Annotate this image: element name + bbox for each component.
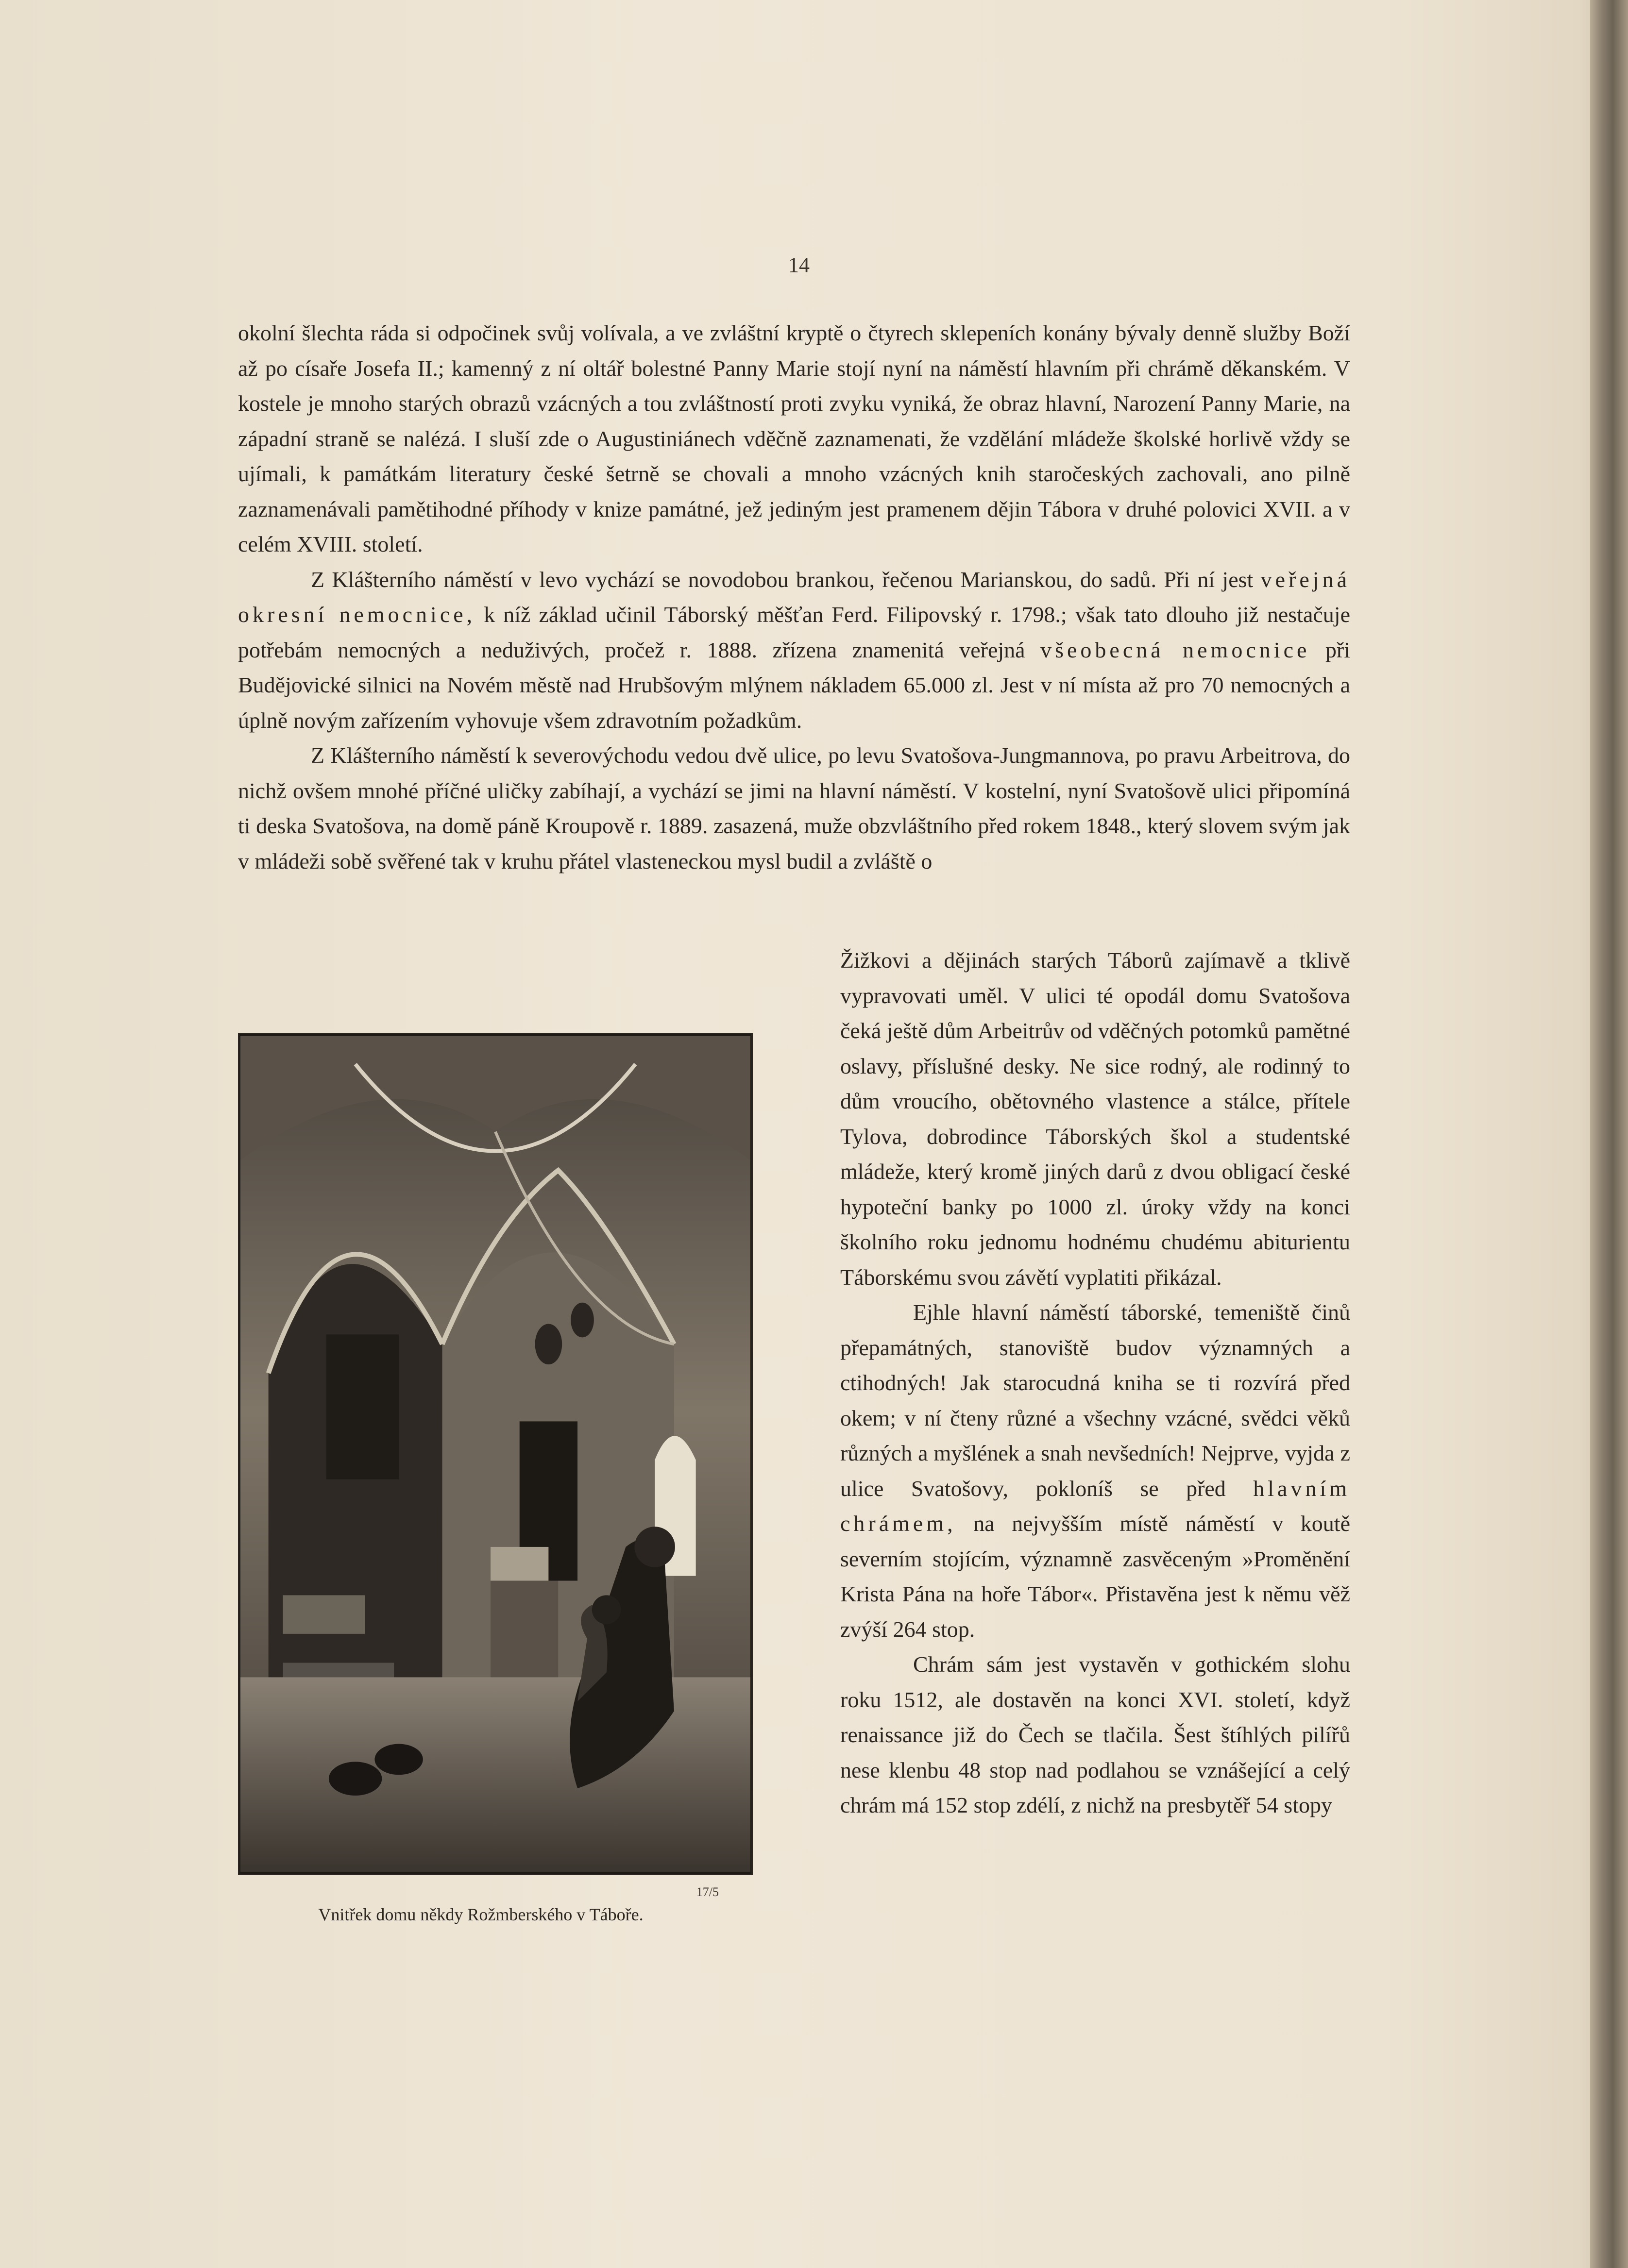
top-text-block <box>238 316 1350 879</box>
paragraph-hospital <box>238 562 1350 739</box>
spaced-hospital-district: veřejná okresní nemocnice, <box>238 567 1350 627</box>
right-column <box>840 943 1350 1823</box>
figure-number: 17/5 <box>696 1885 719 1899</box>
book-spine-shadow <box>1590 0 1628 2268</box>
two-column-section <box>238 943 1351 1924</box>
paragraph-church: Chrám sám jest vystavěn v gothickém slohu roku 1512, ale dostavěn na konci XVI. století, když renaissance již do Čech se tlačila. Šest štíhlých pilířů nese klenbu 48 stop nad podlahou se vznášející a celý chrám má 152 stop zdélí, z nichž na presbytěř 54 stopy <box>840 1652 1350 1817</box>
paragraph-main-square-part2: na nejvyšším místě náměstí v koutě severním stojícím, významně zasvěceným »Proměnění Krista Pána na hoře Tábor«. Přistavěna jest k němu věž zvýší 264 stop. <box>840 1511 1350 1642</box>
spaced-main-church: hlavním chrámem, <box>840 1476 1351 1536</box>
figure <box>238 1033 755 1924</box>
engraving-illustration <box>238 1033 753 1875</box>
paragraph-main-square <box>840 1295 1350 1647</box>
paragraph-hospital-part3: při Budějovické silnici na Novém městě nad Hrubšovým mlýnem nákladem 65.000 zl. Jest v ní místa až pro 70 nemocných a úplně novým zařízením vyhovuje všem zdravotním požadkům. <box>238 637 1351 733</box>
paragraph-hospital-part2: k níž základ učinil Táborský měšťan Ferd. Filipovský r. 1798.; však tato dlouho již nestačuje potřebám nemocných a neduživých, pročež r. 1888. zřízena znamenitá veřejná <box>238 602 1350 662</box>
paragraph-svatos: Žižkovi a dějinách starých Táborů zajímavě a tklivě vypravovati uměl. V ulici té opodál domu Svatošova čeká ještě dům Arbeitrův od vděčných potomků pamětné oslavy, příslušné desky. Ne sice rodný, ale rodinný to dům vroucího, obětovného vlastence a stálce, přítele Tylova, dobrodince Táborských škol a studentské mládeže, který kromě jiných darů z dvou obligací české hypoteční banky po 1000 zl. úroky vždy na konci školního roku jednomu hodnému chudému abiturientu Táborskému svou závětí vyplatiti přikázal. <box>840 948 1350 1290</box>
paragraph-streets: Z Klášterního náměstí k severovýchodu vedou dvě ulice, po levu Svatošova-Jungmannova, po pravu Arbeitrova, do nichž ovšem mnohé příčné uličky zabíhají, a vychází se jimi na hlavní náměstí. V kostelní, nyní Svatošově ulici připomíná ti deska Svatošova, na domě páně Kroupově r. 1889. zasazená, muže obzvláštního před rokem 1848., který slovem svým jak v mládeži sobě svěřené tak v kruhu přátel vlasteneckou mysl budil a zvláště o <box>238 743 1350 874</box>
paragraph-main-square-part1: Ejhle hlavní náměstí táborské, temeniště činů přepamátných, stanoviště budov významných a ctihodných! Jak starocudná kniha se ti rozvírá před okem; v ní čteny různé a všechny vzácné, svědci věků různých a myšlének a snah nevšedních! Nejprve, vyjda z ulice Svatošovy, pokloníš se před <box>840 1300 1350 1501</box>
paragraph-augustinians: okolní šlechta ráda si odpočinek svůj volívala, a ve zvláštní kryptě o čtyrech sklepeních konány bývaly denně služby Boží až po císaře Josefa II.; kamenný z ní oltář bolestné Panny Marie stojí nyní na náměstí hlavním při chrámě děkanském. V kostele je mnoho starých obrazů vzácných a tou zvláštností proti zvyku vyniká, že obraz hlavní, Narození Panny Marie, na západní straně se nalézá. I sluší zde o Augustiniánech vděčně zaznamenati, že vzdělání mládeže školské horlivě vždy se ujímali, k památkám literatury české šetrně se chovali a mnoho vzácných knih staročeských zachovali, ano pilně zaznamenávali pamětihodné příhody v knize památné, jež jediným jest pramenem dějin Tábora v druhé polovici XVII. a v celém XVIII. století. <box>238 320 1350 556</box>
figure-caption: Vnitřek domu někdy Rožmberského v Táboře. <box>318 1905 644 1924</box>
page-number: 14 <box>788 253 810 277</box>
spaced-hospital-general: všeobecná nemocnice <box>1040 637 1310 662</box>
paragraph-hospital-part1: Z Klášterního náměstí v levo vychází se novodobou brankou, řečenou Marianskou, do sadů. Při ní jest <box>311 567 1254 592</box>
